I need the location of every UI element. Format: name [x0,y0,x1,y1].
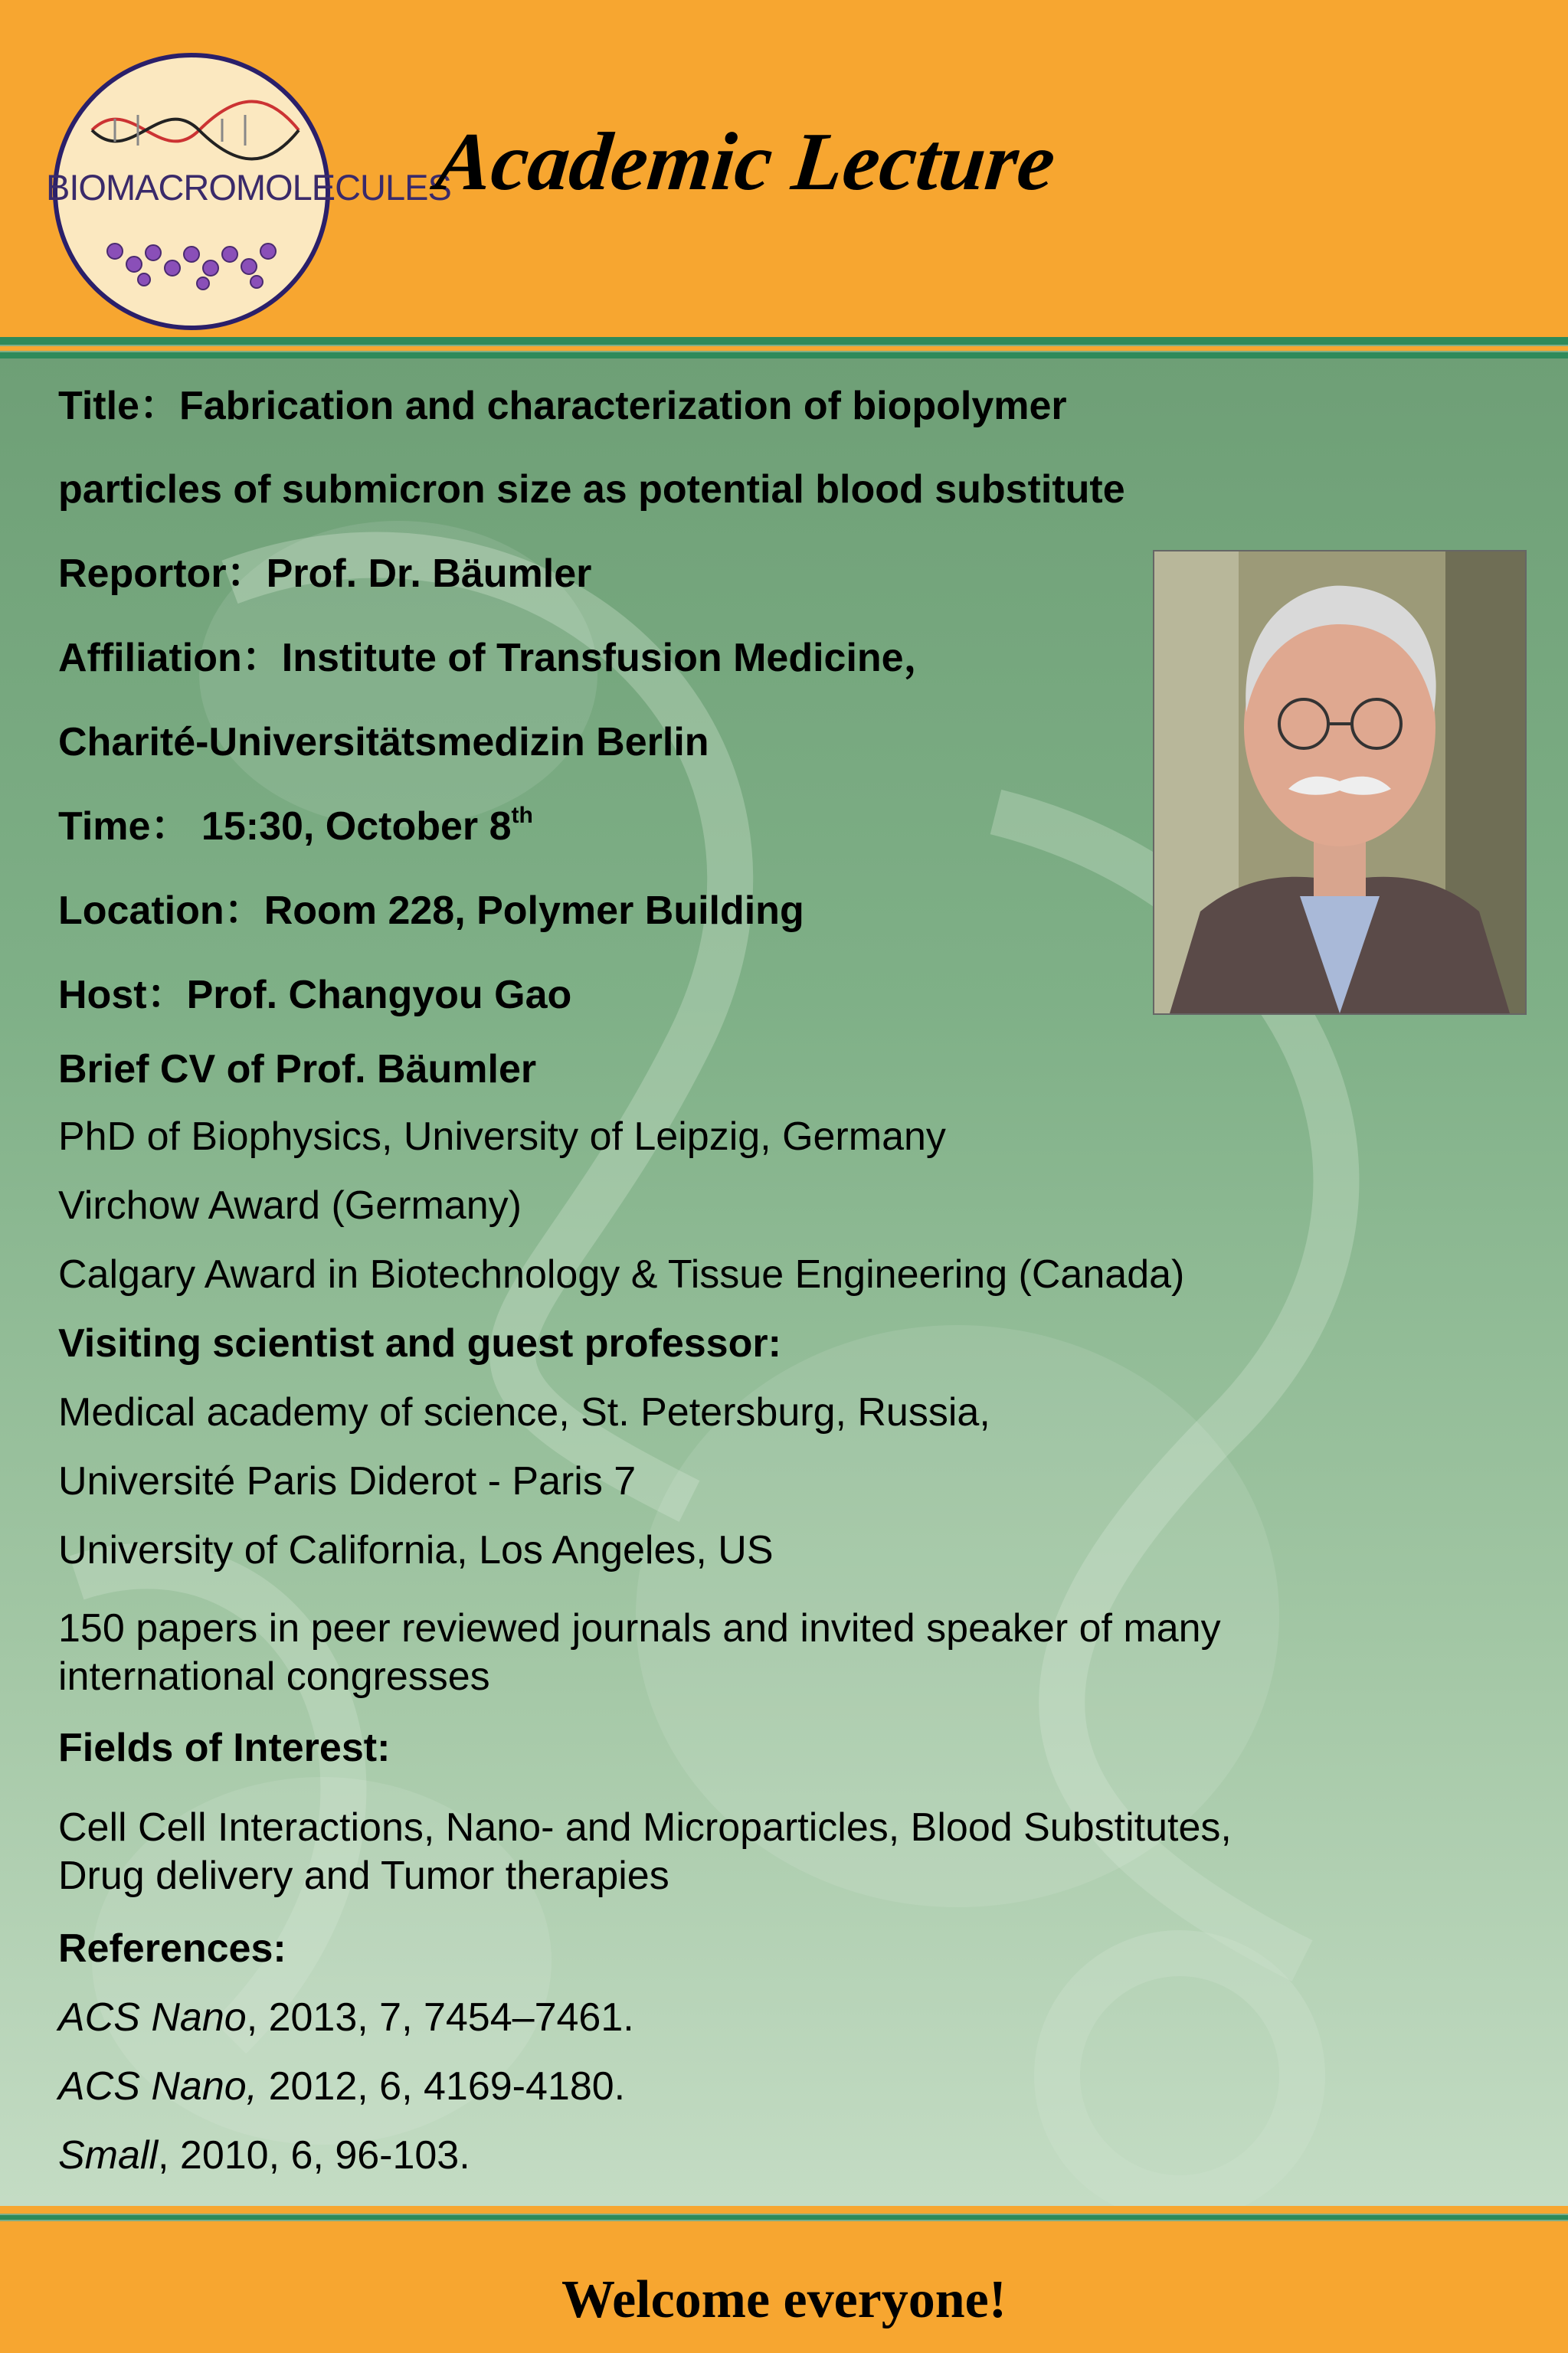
reference-item [58,2133,470,2178]
cv-heading: Brief CV of Prof. Bäumler [58,1047,537,1091]
page-title: Academic Lecture [431,116,1060,208]
separator: ： [241,636,282,680]
visiting-heading: Visiting scientist and guest professor: [58,1321,781,1366]
header-stripe [0,352,1568,358]
reference-journal: Small [58,2133,159,2178]
reference-item [58,1995,634,2040]
reference-details: 2012, 6, 4169-4180. [257,2064,626,2109]
papers-line: 150 papers in peer reviewed journals and invited speaker of many [58,1606,1221,1651]
separator: ： [139,384,179,428]
footer-stripe [0,2206,1568,2214]
reference-details: , 2010, 6, 96-103. [158,2133,470,2178]
biomacromolecules-logo [46,46,451,337]
reference-journal: ACS Nano [58,1995,247,2040]
separator: ： [150,804,191,849]
footer-stripe [0,2215,1568,2220]
time-suffix: th [511,803,533,828]
location-value: Room 228, Polymer Building [264,889,804,933]
visiting-item: University of California, Los Angeles, US [58,1528,774,1572]
reference-details: , 2013, 7, 7454–7461. [246,1995,634,2040]
header-stripe [0,346,1568,351]
location-row [58,891,804,931]
time-row [58,803,533,849]
affiliation-row-2: Charité-Universitätsmedizin Berlin [58,720,709,764]
title-label: Title [58,384,139,428]
separator: ： [226,551,267,596]
reporter-label: Reportor [58,551,227,596]
affiliation-row [58,638,944,678]
reporter-row [58,551,592,596]
welcome-text: Welcome everyone! [561,2270,1007,2329]
logo-text: BIOMACROMOLECULES [46,167,451,208]
papers-line-2: international congresses [58,1654,490,1699]
reporter-name: Prof. Dr. Bäumler [266,551,592,596]
host-row [58,975,571,1015]
interests-line: Cell Cell Interactions, Nano- and Microparticles, Blood Substitutes, [58,1805,1232,1850]
header-stripe [0,337,1568,345]
title-row-2: particles of submicron size as potential blood substitute [58,467,1125,512]
affiliation-text: Institute of Transfusion Medicine， [281,636,944,680]
cv-item: Calgary Award in Biotechnology & Tissue Engineering (Canada) [58,1252,1185,1297]
references-heading: References: [58,1926,286,1971]
time-label: Time [58,804,151,849]
reference-journal: ACS Nano, [58,2064,258,2109]
time-value: 15:30, October 8 [201,804,512,849]
cv-item: Virchow Award (Germany) [58,1183,522,1228]
host-label: Host [58,973,147,1017]
location-label: Location [58,889,224,933]
visiting-item: Medical academy of science, St. Petersburg, Russia, [58,1390,990,1435]
host-name: Prof. Changyou Gao [186,973,572,1017]
separator: ： [224,889,264,933]
speaker-photo [1153,550,1527,1015]
separator: ： [146,973,187,1017]
title-row [58,386,1067,426]
cv-item: PhD of Biophysics, University of Leipzig, Germany [58,1114,946,1159]
reference-item [58,2064,626,2109]
affiliation-label: Affiliation [58,636,242,680]
visiting-item: Université Paris Diderot - Paris 7 [58,1459,637,1504]
title-text: Fabrication and characterization of biopolymer [178,384,1067,428]
interests-line-2: Drug delivery and Tumor therapies [58,1854,669,1898]
interests-heading: Fields of Interest: [58,1726,391,1770]
